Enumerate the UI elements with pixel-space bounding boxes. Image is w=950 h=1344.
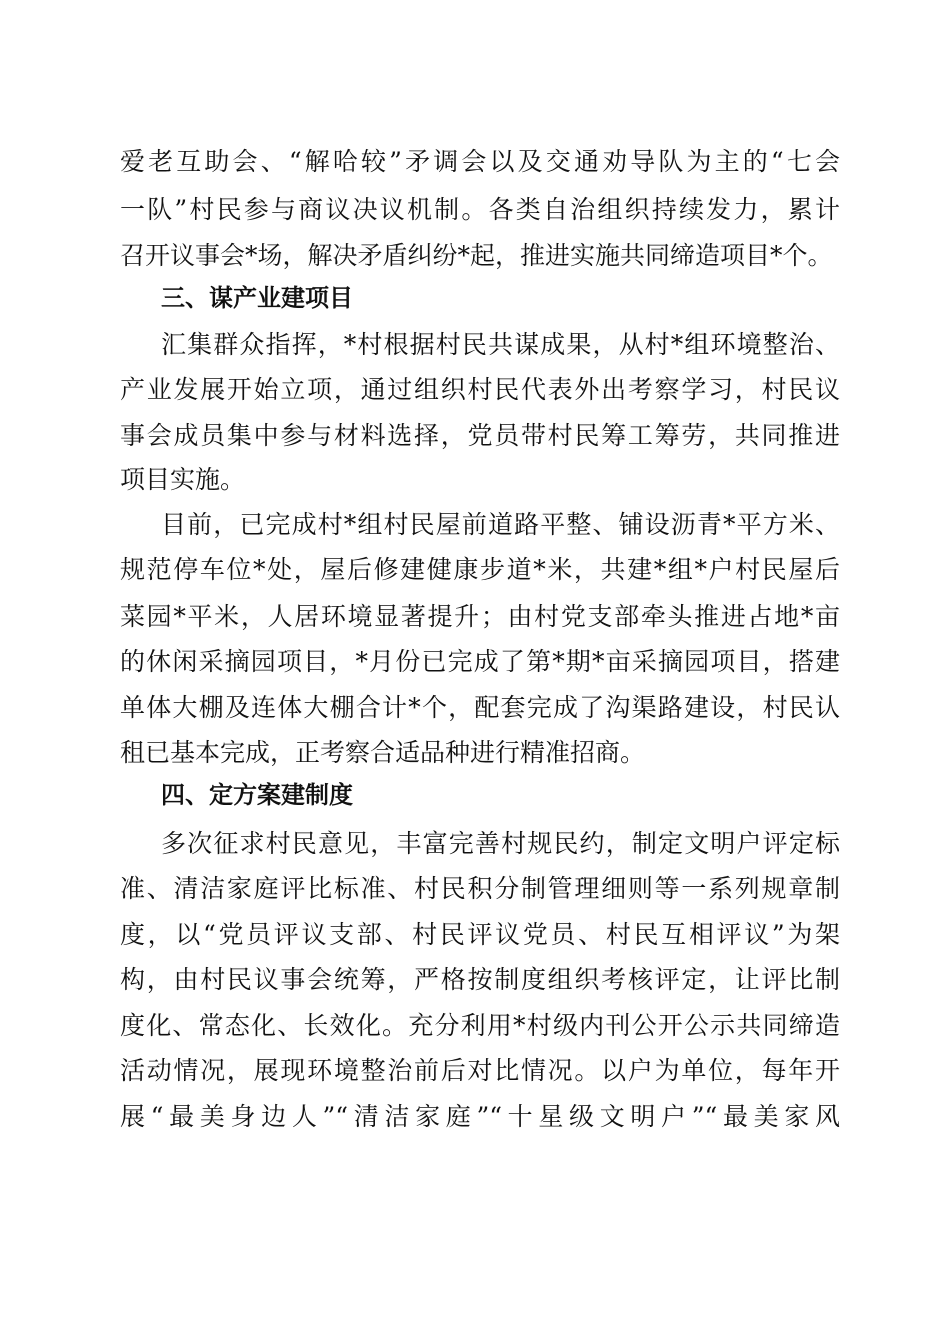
section-heading-3: 三、谋产业建项目 xyxy=(161,284,353,312)
paragraph-line: 一队”村民参与商议决议机制。各类自治组织持续发力，累计 xyxy=(120,195,840,224)
paragraph-line: 准、清洁家庭评比标准、村民积分制管理细则等一系列规章制 xyxy=(120,874,840,903)
paragraph-line: 爱老互助会、“解哈较”矛调会以及交通劝导队为主的“七会 xyxy=(120,147,840,176)
section-heading-4: 四、定方案建制度 xyxy=(161,781,353,809)
paragraph-line: 事会成员集中参与材料选择，党员带村民筹工筹劳，共同推进 xyxy=(120,421,840,450)
paragraph-line: 租已基本完成，正考察合适品种进行精准招商。 xyxy=(120,738,646,767)
paragraph-line: 构，由村民议事会统筹，严格按制度组织考核评定，让评比制 xyxy=(120,965,840,994)
paragraph-line: 召开议事会*场，解决矛盾纠纷*起，推进实施共同缔造项目*个。 xyxy=(120,241,833,270)
paragraph-line: 单体大棚及连体大棚合计*个，配套完成了沟渠路建设，村民认 xyxy=(120,693,840,722)
paragraph-line: 的休闲采摘园项目，*月份已完成了第*期*亩采摘园项目，搭建 xyxy=(120,647,840,676)
paragraph-line: 多次征求村民意见，丰富完善村规民约，制定文明户评定标 xyxy=(161,829,840,858)
paragraph-line: 度，以“党员评议支部、村民评议党员、村民互相评议”为架 xyxy=(120,920,840,949)
paragraph-line: 度化、常态化、长效化。充分利用*村级内刊公开公示共同缔造 xyxy=(120,1011,840,1040)
paragraph-line: 活动情况，展现环境整治前后对比情况。以户为单位，每年开 xyxy=(120,1056,840,1085)
paragraph-line: 菜园*平米，人居环境显著提升；由村党支部牵头推进占地*亩 xyxy=(120,602,840,631)
paragraph-line: 汇集群众指挥，*村根据村民共谋成果，从村*组环境整治、 xyxy=(161,330,840,359)
paragraph-line: 规范停车位*处，屋后修建健康步道*米，共建*组*户村民屋后 xyxy=(120,555,840,584)
paragraph-line: 展“最美身边人”“清洁家庭”“十星级文明户”“最美家风 xyxy=(120,1102,840,1131)
paragraph-line: 产业发展开始立项，通过组织村民代表外出考察学习，村民议 xyxy=(120,375,840,404)
paragraph-line: 项目实施。 xyxy=(120,465,246,494)
paragraph-line: 目前，已完成村*组村民屋前道路平整、铺设沥青*平方米、 xyxy=(161,510,840,539)
